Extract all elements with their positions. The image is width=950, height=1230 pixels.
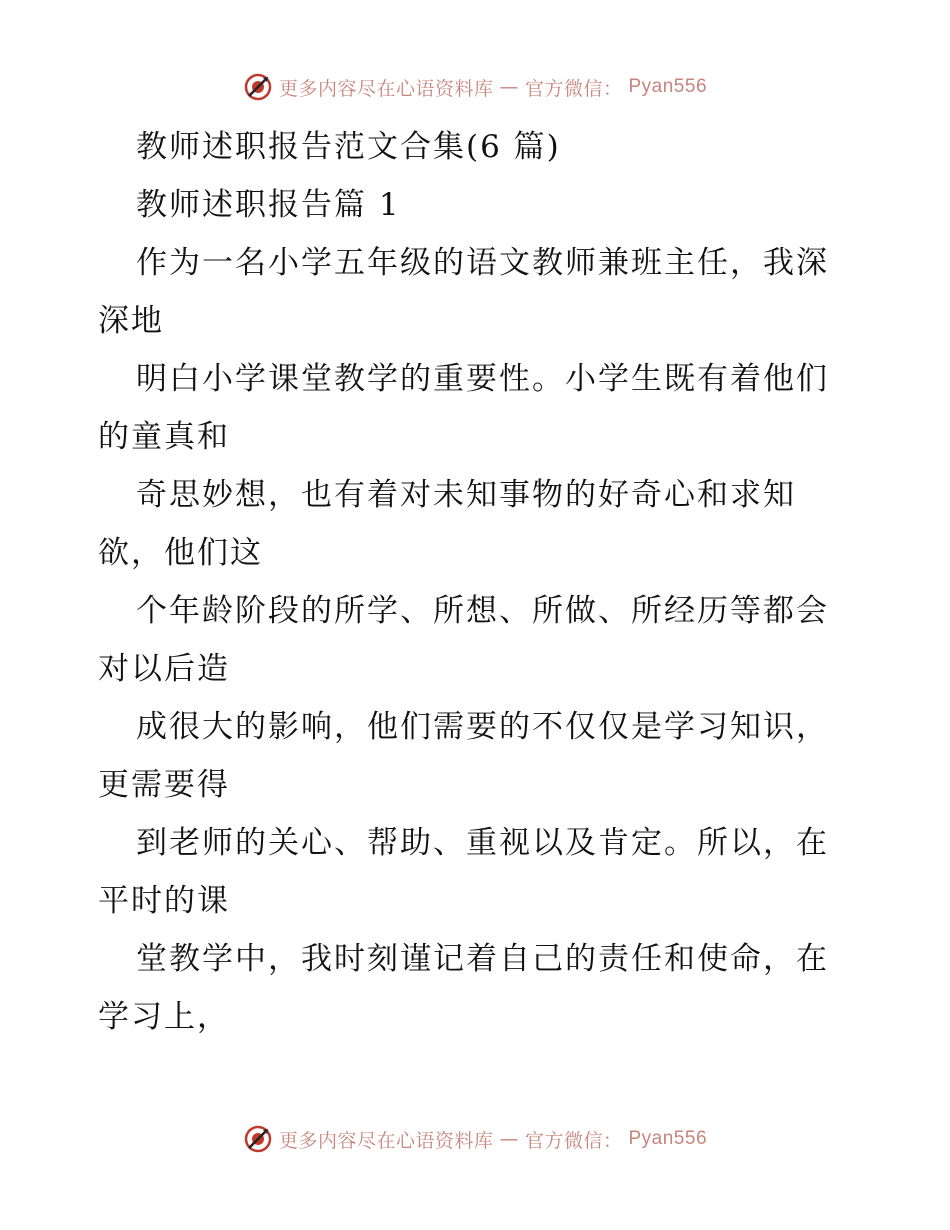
watermark-account: Pyan556: [628, 76, 708, 97]
header-watermark: [0, 72, 950, 102]
watermark-separator: —: [499, 1128, 519, 1150]
text-line: 奇思妙想，也有着对未知事物的好奇心和求知: [136, 477, 796, 513]
watermark-text: 更多内容尽在心语资料库: [278, 1129, 494, 1152]
text-line: 深地: [98, 303, 164, 339]
text-line: 更需要得: [98, 767, 230, 803]
text-line: 的童真和: [98, 419, 230, 455]
text-line: 明白小学课堂教学的重要性。小学生既有着他们: [136, 361, 829, 397]
document-body: [98, 118, 858, 1046]
text-line: 到老师的关心、帮助、重视以及肯定。所以，在: [136, 825, 829, 861]
text-line: 欲，他们这: [98, 535, 263, 571]
watermark-label: 官方微信：: [524, 1129, 623, 1152]
text-line: 成很大的影响，他们需要的不仅仅是学习知识，: [136, 709, 829, 745]
brand-logo-icon: [243, 72, 273, 102]
text-line: 学习上，: [98, 999, 230, 1035]
watermark-text: 更多内容尽在心语资料库: [278, 77, 494, 100]
text-line: 作为一名小学五年级的语文教师兼班主任，我深: [136, 245, 829, 281]
watermark-account: Pyan556: [628, 1128, 708, 1149]
document-title: 教师述职报告范文合集(6 篇): [136, 129, 561, 165]
text-line: 个年龄阶段的所学、所想、所做、所经历等都会: [136, 593, 829, 629]
footer-watermark: [0, 1124, 950, 1154]
watermark-separator: —: [499, 76, 519, 98]
section-title: 教师述职报告篇 1: [136, 187, 401, 223]
text-line: 平时的课: [98, 883, 230, 919]
watermark-label: 官方微信：: [524, 77, 623, 100]
text-line: 对以后造: [98, 651, 230, 687]
brand-logo-icon: [243, 1124, 273, 1154]
paragraph: [98, 234, 858, 1046]
text-line: 堂教学中，我时刻谨记着自己的责任和使命，在: [136, 941, 829, 977]
